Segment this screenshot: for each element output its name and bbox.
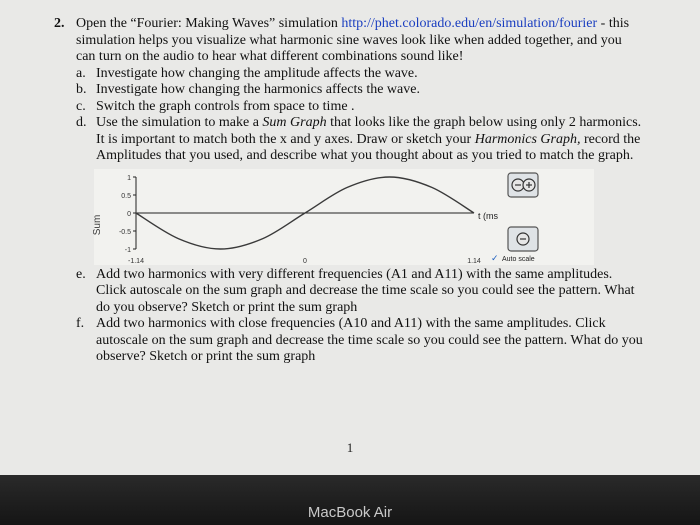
x-tick-label: 0 — [303, 257, 307, 265]
item-letter: b. — [76, 82, 87, 97]
x-tick-label: -1.14 — [128, 257, 144, 265]
item-e — [76, 267, 644, 317]
check-icon: ✓ — [491, 253, 499, 264]
question-rest-text: - this simulation helps you visualize what harmonic sine waves look like when added together, and you can turn on the audio to hear what different combinations sound like! — [76, 16, 630, 64]
item-text: Add two harmonics with close frequencies (A10 and A11) with the same amplitudes. Click autoscale on the sum graph and decrease the time scale so you could see the pattern. What do you observe? Sketch or print the sum graph — [96, 316, 643, 364]
y-tick-label: -0.5 — [118, 228, 131, 236]
zoom-in-button[interactable] — [508, 173, 538, 197]
item-b — [76, 82, 644, 99]
item-d-harmonics-graph: Harmonics Graph, — [474, 131, 581, 147]
sum-graph-svg — [94, 169, 594, 265]
item-d-sum-graph: Sum Graph — [262, 115, 327, 130]
item-letter: a. — [76, 65, 86, 81]
item-letter: c. — [76, 98, 86, 114]
question-body — [76, 16, 644, 66]
page-number: 1 — [346, 440, 354, 455]
item-letter: d. — [76, 115, 87, 130]
simulation-link[interactable]: http://phet.colorado.edu/en/simulation/fourier — [341, 16, 598, 31]
item-d-pre: Use the simulation to make a — [96, 115, 263, 130]
zoom-out-button[interactable] — [508, 227, 538, 251]
y-tick-label: -1 — [124, 246, 131, 254]
item-letter: e. — [76, 266, 86, 282]
y-tick-label: 0 — [127, 210, 131, 218]
y-axis-label: Sum — [92, 214, 103, 235]
autoscale-label: Auto scale — [502, 255, 535, 263]
y-tick-label: 0.5 — [121, 192, 131, 200]
autoscale-checkbox[interactable] — [491, 254, 535, 264]
item-text: Investigate how changing the harmonics affects the wave. — [96, 82, 420, 97]
worksheet-document — [54, 16, 644, 366]
item-letter: f. — [76, 316, 85, 331]
item-d-mid: that looks like the graph below using only 2 harmonics. It is important to match both the x and y axes. Draw or sketch your — [96, 115, 642, 147]
item-f — [76, 316, 644, 366]
x-unit-label: t (ms — [478, 210, 498, 221]
item-text: Add two harmonics with very different frequencies (A1 and A11) with the same amplitudes. Click autoscale on the sum graph and decrease the time scale so you could see the pattern. What do you observe? Sketch or print the sum graph — [96, 266, 635, 315]
question-intro-text: Open the “Fourier: Making Waves” simulation — [76, 16, 342, 31]
item-d — [76, 115, 644, 165]
sum-graph-figure — [94, 169, 594, 265]
item-d-post: record the Amplitudes that you used, and describe what you thought about as you tried to match the graph. — [96, 131, 641, 163]
y-tick-label: 1 — [127, 174, 131, 182]
item-text: Investigate how changing the amplitude affects the wave. — [96, 65, 418, 81]
x-tick-label: 1.14 — [467, 257, 481, 265]
item-a — [76, 66, 644, 83]
item-text — [96, 115, 644, 165]
question-number: 2. — [54, 16, 65, 31]
item-c — [76, 99, 644, 116]
bezel-brand: MacBook Air — [307, 504, 393, 521]
question-2 — [54, 16, 644, 66]
item-text: Switch the graph controls from space to time . — [96, 98, 355, 114]
